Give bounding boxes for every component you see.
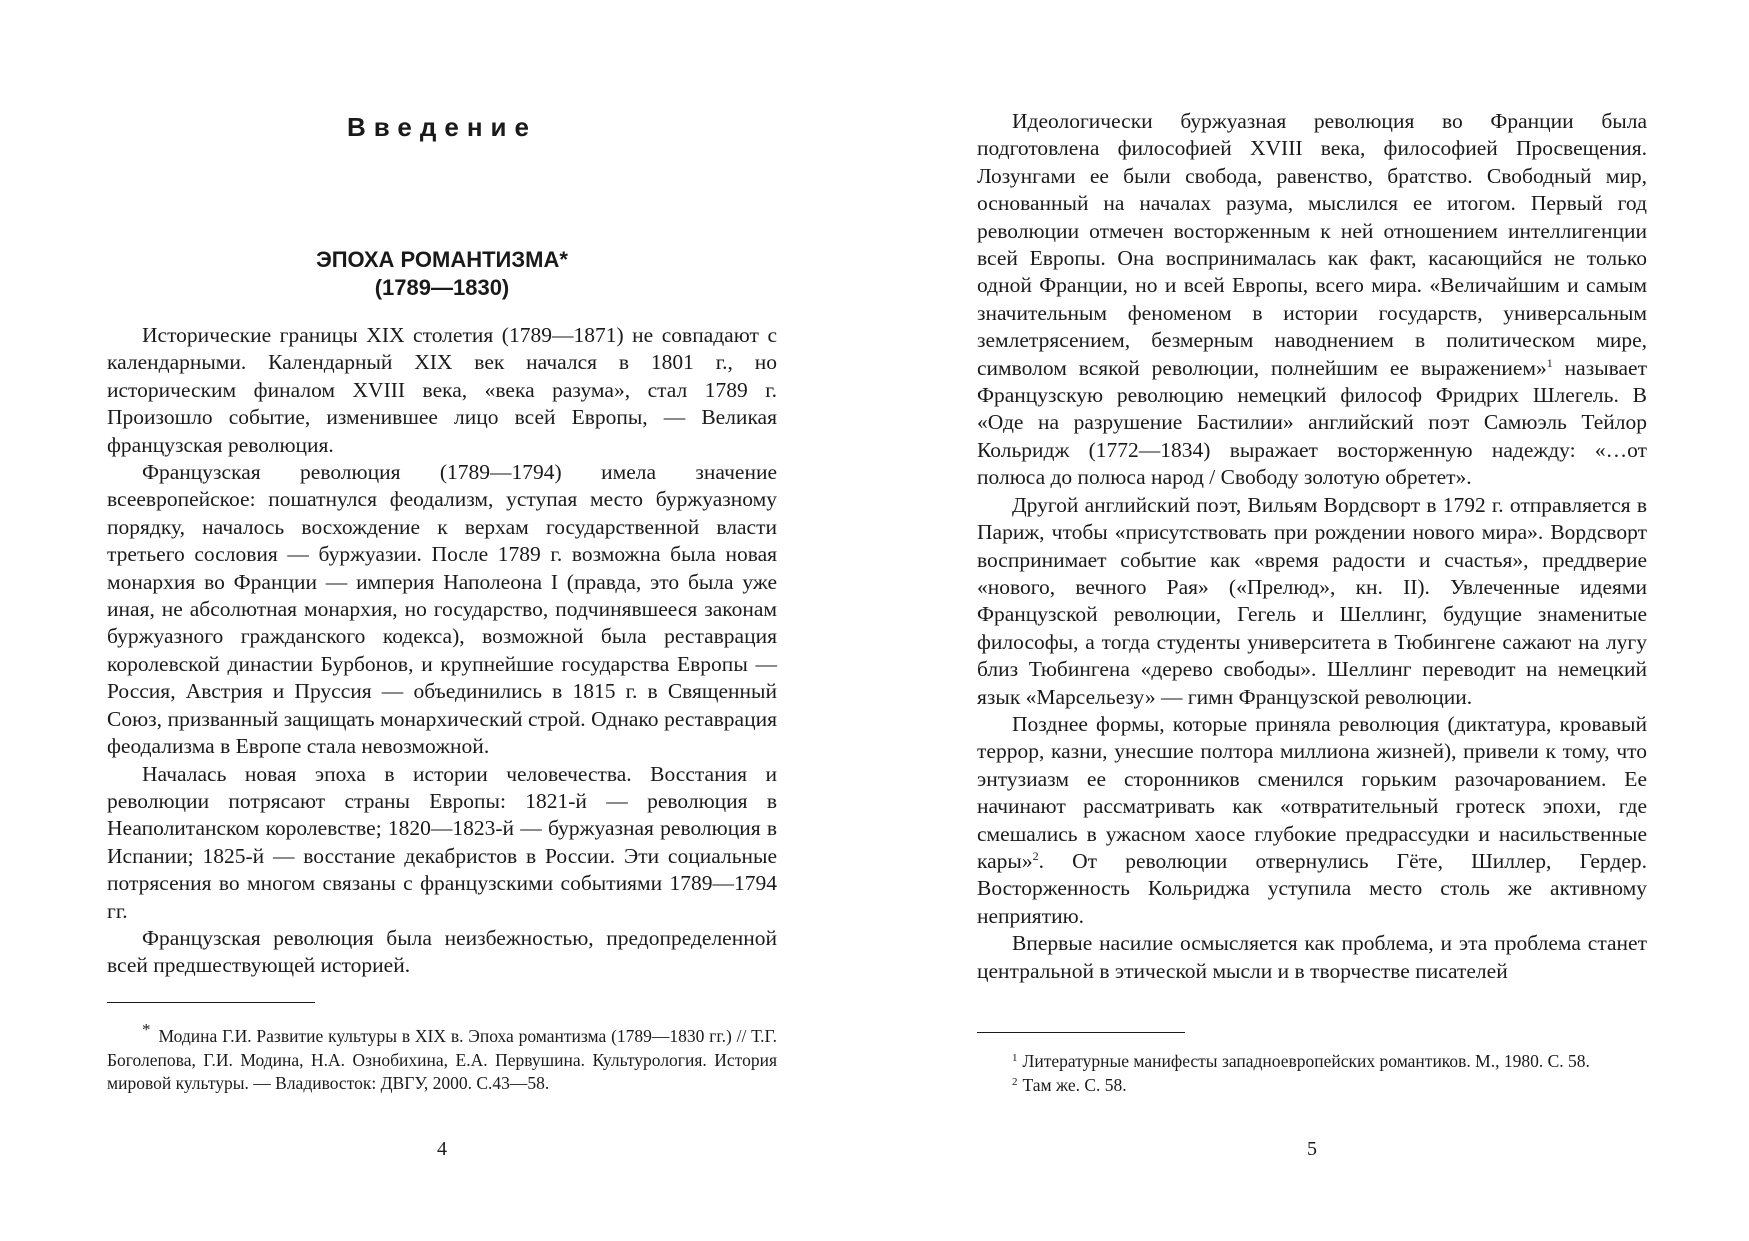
footnote-mark: 1 <box>1012 1052 1018 1064</box>
chapter-title <box>107 246 777 302</box>
right-footnotes <box>977 1050 1647 1097</box>
chapter-title-line1: ЭПОХА РОМАНТИЗМА* <box>316 247 568 272</box>
paragraph-text: Позднее формы, которые приняла революция (диктатура, кровавый террор, казни, унесшие полтора миллиона жизней), привели к тому, что энтузиазм ее сторонников сменился горьким разочарованием. Ее начинают рассматривать как «отвратительный гротеск эпохи, где смешались в ужасном хаосе глубокие предрассудки и насильственные кары» <box>977 711 1647 873</box>
footnote-divider <box>107 1002 315 1003</box>
paragraph <box>977 108 1647 492</box>
paragraph: Началась новая эпоха в истории человечества. Восстания и революции потрясают страны Европы: 1821-й — революция в Неаполитанском королевстве; 1820—1823-й — буржуазная революция в Испании; 1825-й — восстание декабристов в России. Эти социальные потрясения во многом связаны с французскими событиями 1789—1794 гг. <box>107 761 777 923</box>
footnote-mark: * <box>142 1020 151 1039</box>
left-footnotes <box>107 1020 777 1096</box>
footnote <box>977 1050 1647 1074</box>
footnote-ref: 2 <box>1032 848 1039 863</box>
paragraph: Французская революция была неизбежностью, предопределенной всей предшествующей историей. <box>107 925 777 978</box>
paragraph <box>977 711 1647 930</box>
footnote-text: Литературные манифесты западноевропейских романтиков. М., 1980. С. 58. <box>1022 1051 1590 1071</box>
footnote-ref: 1 <box>1546 355 1553 370</box>
chapter-title-line2: (1789—1830) <box>374 275 510 300</box>
page-number: 5 <box>1307 1138 1317 1160</box>
footnote-mark: 2 <box>1012 1075 1018 1088</box>
footnote <box>977 1074 1647 1098</box>
left-body-text <box>107 322 777 980</box>
footnote <box>107 1020 777 1096</box>
intro-heading: Введение <box>347 112 537 142</box>
right-body-text <box>977 108 1647 985</box>
paragraph: Впервые насилие осмысляется как проблема, и эта проблема станет центральной в этической мысли и в творчестве писателей <box>977 931 1647 983</box>
paragraph: Другой английский поэт, Вильям Вордсворт в 1792 г. отправляется в Париж, чтобы «присутствовать при рождении нового мира». Вордсворт воспринимает событие как «время радости и счастья», преддверие «нового, вечного Рая» («Прелюд», кн. II). Увлеченные идеями Французской революции, Гегель и Шеллинг, будущие знаменитые философы, а тогда студенты университета в Тюбингене сажают на лугу близ Тюбингена «дерево свободы». Шеллинг переводит на немецкий язык «Марсельезу» — гимн Французской революции. <box>977 492 1647 709</box>
footnote-text: Там же. С. 58. <box>1022 1074 1127 1095</box>
left-page <box>107 0 777 1241</box>
paragraph: Французская революция (1789—1794) имела значение всеевропейское: пошатнулся феодализм, уступая место буржуазному порядку, началось восхождение к верхам государственной власти третьего сословия — буржуазии. После 1789 г. возможна была новая монархия во Франции — империя Наполеона I (правда, это была уже иная, не абсолютная монархия, но государство, подчинявшееся законам буржуазного гражданского кодекса), возможной была реставрация королевской династии Бурбонов, и крупнейшие государства Европы — Россия, Австрия и Пруссия — объединились в 1815 г. в Священный Союз, призванный защищать монархический строй. Однако реставрация феодализма в Европе стала невозможной. <box>107 460 777 759</box>
right-page <box>977 0 1647 1241</box>
paragraph: Исторические границы XIX столетия (1789—1871) не совпадают с календарными. Календарный XIX век начался в 1801 г., но историческим финалом XVIII века, «века разума», стал 1789 г. Произошло событие, изменившее лицо всей Европы, — Великая французская революция. <box>107 323 777 457</box>
paragraph-text: . От революции отвернулись Гёте, Шиллер, Гердер. Восторженность Кольриджа уступила место столь же активному неприятию. <box>977 848 1647 928</box>
footnote-divider <box>977 1032 1185 1033</box>
page-number: 4 <box>437 1138 447 1160</box>
footnote-text: Модина Г.И. Развитие культуры в XIX в. Эпоха романтизма (1789—1830 гг.) // Т.Г. Боголепова, Г.И. Модина, Н.А. Ознобихина, Е.А. Первушина. Культурология. История мировой культуры. — Владивосток: ДВГУ, 2000. С.43—58. <box>107 1026 777 1093</box>
paragraph-text: Идеологически буржуазная революция во Франции была подготовлена философией XVIII века, философией Просвещения. Лозунгами ее были свобода, равенство, братство. Свободный мир, основанный на началах разума, мыслился ее итогом. Первый год революции отмечен восторженным к ней отношением интеллигенции всей Европы. Она воспринималась как факт, касающийся не только одной Франции, но и всей Европы, всего мира. «Величайшим и самым значительным феноменом в истории государств, универсальным землетрясением, безмерным наводнением в политическом мире, символом всякой революции, полнейшим ее выражением» <box>977 109 1647 380</box>
paragraph-text: называет Французскую революцию немецкий философ Фридрих Шлегель. В «Оде на разрушение Бастилии» английский поэт Самюэль Тейлор Кольридж (1772—1834) выражает восторженную надежду: «…от полюса до полюса народ / Свободу золотую обретет». <box>977 355 1647 490</box>
